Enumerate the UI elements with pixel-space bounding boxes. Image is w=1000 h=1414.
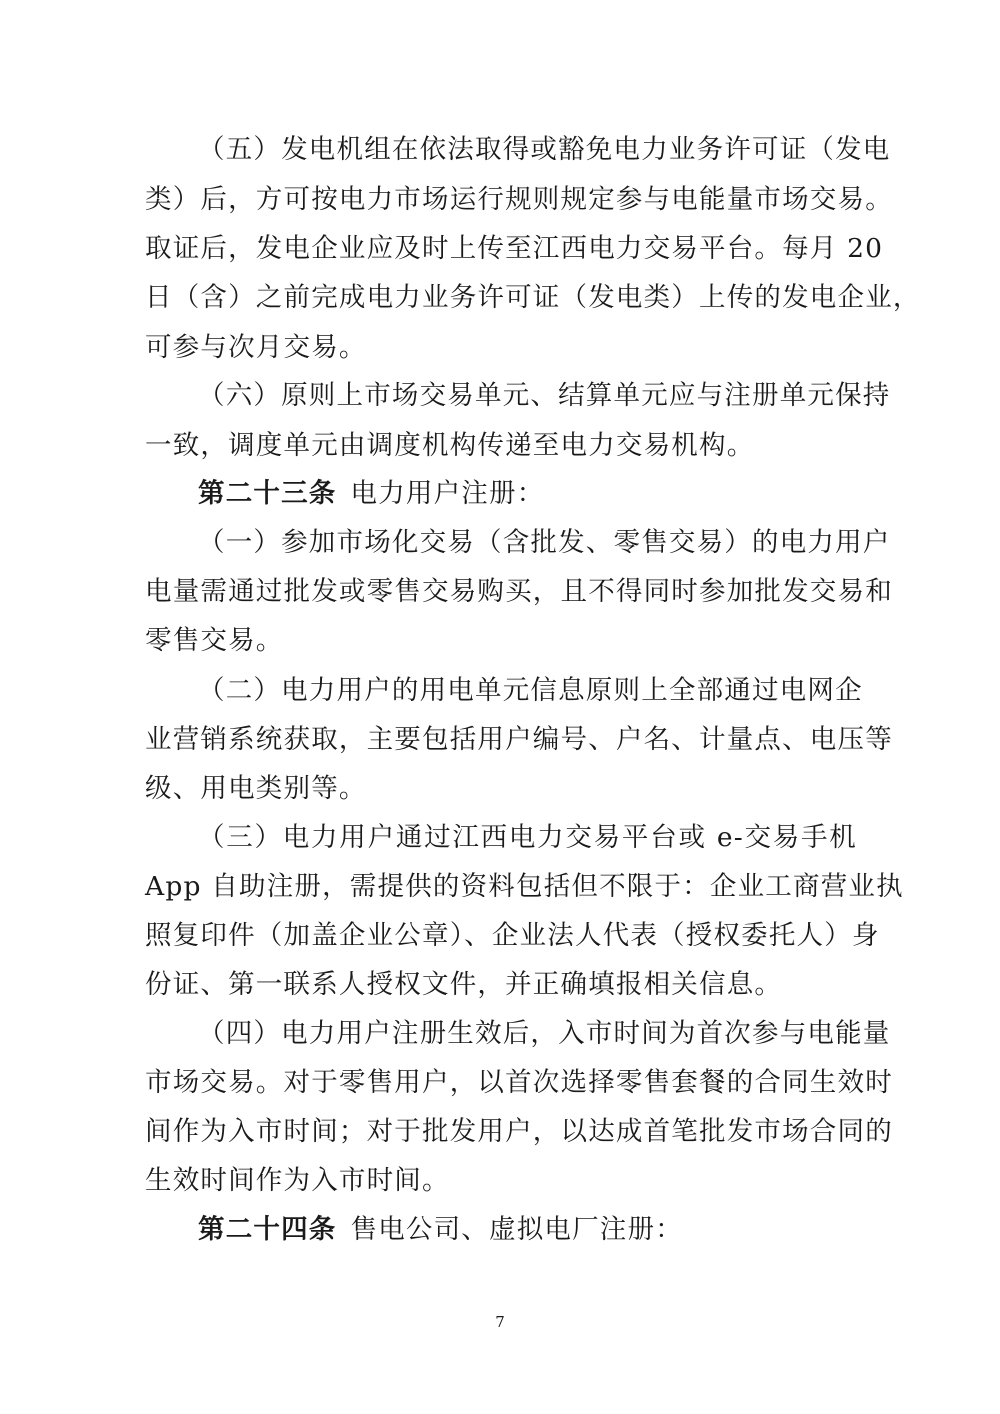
paragraph-line: 类）后，方可按电力市场运行规则规定参与电能量市场交易。 [145, 184, 893, 215]
article-heading [198, 1212, 683, 1248]
page-number: 7 [495, 1313, 505, 1331]
paragraph-line: App 自助注册，需提供的资料包括但不限于：企业工商营业执 [145, 871, 904, 902]
paragraph-line: （六）原则上市场交易单元、结算单元应与注册单元保持 [198, 380, 891, 411]
paragraph-line: 级、用电类别等。 [145, 773, 367, 804]
paragraph-line: （四）电力用户注册生效后，入市时间为首次参与电能量 [198, 1018, 891, 1049]
paragraph-line: 可参与次月交易。 [145, 332, 367, 363]
paragraph-line: 电量需通过批发或零售交易购买，且不得同时参加批发交易和 [145, 576, 893, 607]
paragraph-line: 市场交易。对于零售用户，以首次选择零售套餐的合同生效时 [145, 1067, 893, 1098]
paragraph-line: 取证后，发电企业应及时上传至江西电力交易平台。每月 20 [145, 233, 884, 264]
paragraph-line: 照复印件（加盖企业公章）、企业法人代表（授权委托人）身 [145, 920, 880, 951]
paragraph-line: （一）参加市场化交易（含批发、零售交易）的电力用户 [198, 527, 891, 558]
article-title: 售电公司、虚拟电厂注册： [350, 1214, 683, 1245]
paragraph-line: （三）电力用户通过江西电力交易平台或 e-交易手机 [198, 822, 857, 853]
paragraph-line: 零售交易。 [145, 625, 284, 656]
paragraph-line: 业营销系统获取，主要包括用户编号、户名、计量点、电压等 [145, 724, 893, 755]
paragraph-line: （五）发电机组在依法取得或豁免电力业务许可证（发电 [198, 134, 891, 165]
article-label: 第二十三条 [198, 478, 337, 509]
paragraph-line: 日（含）之前完成电力业务许可证（发电类）上传的发电企业， [145, 282, 921, 313]
paragraph-line: 一致，调度单元由调度机构传递至电力交易机构。 [145, 430, 755, 461]
article-title: 电力用户注册： [350, 478, 545, 509]
article-heading [198, 476, 544, 512]
paragraph-line: 份证、第一联系人授权文件，并正确填报相关信息。 [145, 969, 783, 1000]
article-label: 第二十四条 [198, 1214, 337, 1245]
paragraph-line: 间作为入市时间；对于批发用户，以达成首笔批发市场合同的 [145, 1116, 893, 1147]
paragraph-line: 生效时间作为入市时间。 [145, 1165, 450, 1196]
paragraph-line: （二）电力用户的用电单元信息原则上全部通过电网企 [198, 675, 863, 706]
